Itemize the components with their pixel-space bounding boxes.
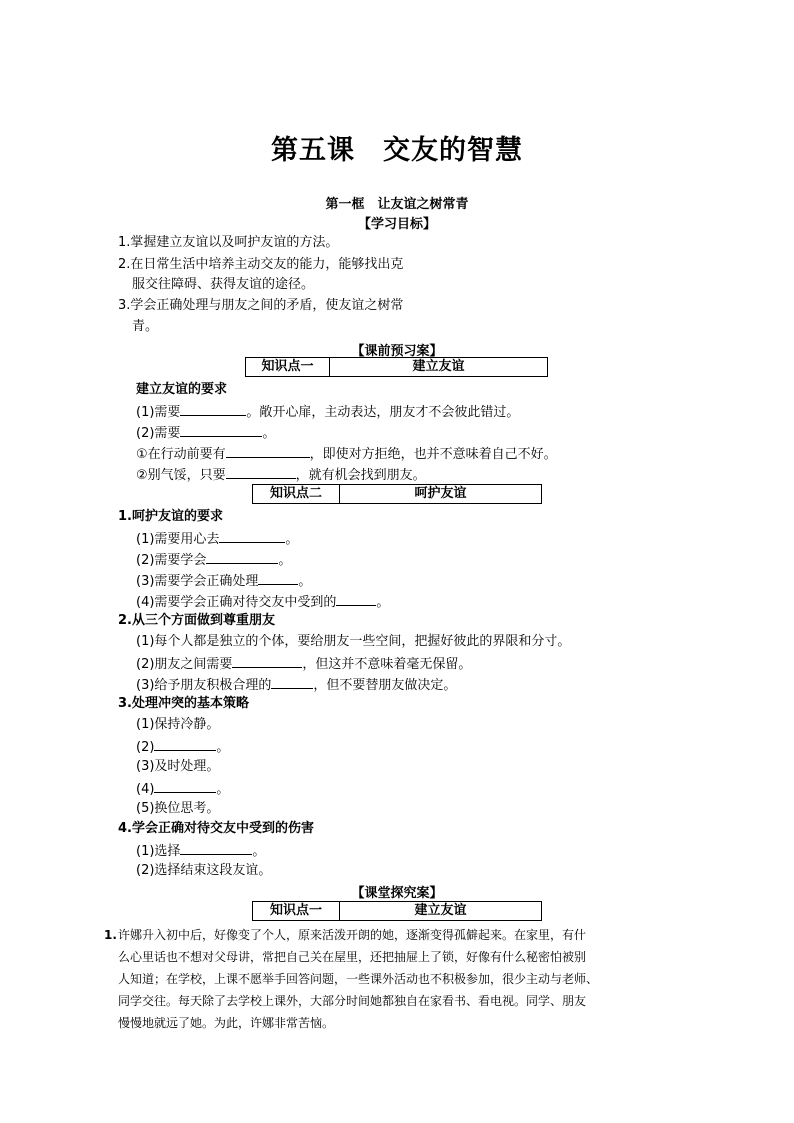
- answer-blank[interactable]: [206, 550, 278, 564]
- knowledge-point-title: 建立友谊: [414, 903, 467, 918]
- paragraph-line: 慢慢地就远了她。为此，许娜非常苦恼。: [118, 1016, 335, 1030]
- text: (2)朋友之间需要: [136, 657, 233, 672]
- knowledge-point-label: 知识点一: [246, 358, 330, 376]
- answer-blank[interactable]: [154, 737, 216, 751]
- text: ②别气馁，只要: [136, 468, 226, 483]
- text: ，但这并不意味着毫无保留。: [302, 657, 472, 672]
- goals-heading: 【学习目标】: [357, 217, 436, 232]
- text: 。: [285, 532, 299, 547]
- goal-item: 服交往障碍、获得友谊的途径。: [132, 277, 315, 292]
- text: ，就有机会找到朋友。: [295, 468, 426, 483]
- answer-blank[interactable]: [226, 465, 296, 479]
- answer-blank[interactable]: [271, 675, 313, 689]
- text: ①在行动前要有: [136, 447, 226, 462]
- answer-blank[interactable]: [180, 841, 252, 855]
- answer-blank[interactable]: [336, 592, 376, 606]
- text: 。: [216, 782, 230, 797]
- answer-blank[interactable]: [180, 402, 246, 416]
- text-line: (2)选择结束这段友谊。: [136, 863, 272, 878]
- knowledge-point-box: [245, 357, 548, 377]
- knowledge-point-title: 建立友谊: [412, 359, 465, 374]
- fill-line: [136, 779, 229, 799]
- text: (1)需要用心去: [136, 532, 220, 547]
- subheading: 建立友谊的要求: [136, 382, 228, 397]
- answer-blank[interactable]: [226, 444, 310, 458]
- text: 。: [262, 426, 276, 441]
- paragraph-line: 人知道；在学校，上课不愿举手回答问题，一些课外活动也不积极参加，很少主动与老师、: [118, 972, 599, 986]
- text: (3)给予朋友积极合理的: [136, 678, 272, 693]
- text: ，即使对方拒绝，也并不意味着自己不好。: [309, 447, 557, 462]
- text: (1)选择: [136, 844, 181, 859]
- question-number: 1.: [104, 928, 117, 942]
- text: ，但不要替朋友做决定。: [313, 678, 457, 693]
- goal-item: 3.学会正确处理与朋友之间的矛盾，使友谊之树常: [118, 298, 404, 313]
- fill-line: [136, 402, 519, 422]
- text: (3)需要学会正确处理: [136, 574, 259, 589]
- section-heading: 3.处理冲突的基本策略: [118, 696, 249, 711]
- fill-line: [136, 654, 471, 674]
- text-line: (5)换位思考。: [136, 801, 220, 816]
- fill-line: [136, 737, 229, 757]
- text-line: (3)及时处理。: [136, 759, 220, 774]
- answer-blank[interactable]: [180, 423, 262, 437]
- fill-line: [136, 841, 265, 861]
- fill-line: [136, 423, 275, 443]
- fill-line: [136, 529, 298, 549]
- text: 。: [252, 844, 266, 859]
- goal-item: 青。: [132, 319, 159, 334]
- case-paragraph: [104, 924, 676, 1034]
- goal-item: 1.掌握建立友谊以及呵护友谊的方法。: [118, 235, 339, 250]
- text: (4): [136, 782, 155, 797]
- fill-line: [136, 571, 311, 591]
- knowledge-point-box: [252, 484, 542, 504]
- lesson-title: 第五课 交友的智慧: [271, 135, 523, 166]
- answer-blank[interactable]: [219, 529, 285, 543]
- text: 。: [278, 553, 292, 568]
- text-line: (1)保持冷静。: [136, 717, 220, 732]
- text: (2): [136, 740, 155, 755]
- section-heading: 4.学会正确对待交友中受到的伤害: [118, 821, 314, 836]
- knowledge-point-title: 呵护友谊: [414, 486, 467, 501]
- preview-heading: 【课前预习案】: [351, 344, 443, 359]
- text: (2)需要: [136, 426, 181, 441]
- paragraph-line: 么心里话也不想对父母讲，常把自己关在屋里，还把抽屉上了锁，好像有什么秘密怕被别: [118, 950, 587, 964]
- fill-line: [136, 444, 557, 464]
- section-heading: 2.从三个方面做到尊重朋友: [118, 613, 275, 628]
- text: (2)需要学会: [136, 553, 207, 568]
- classwork-heading: 【课堂探究案】: [351, 886, 443, 901]
- fill-line: [136, 675, 456, 695]
- knowledge-point-label: 知识点二: [253, 485, 340, 503]
- text: 。: [298, 574, 312, 589]
- goal-item: 2.在日常生活中培养主动交友的能力，能够找出克: [118, 257, 404, 272]
- section-subtitle: 第一框 让友谊之树常青: [325, 197, 469, 212]
- text: 。敞开心扉，主动表达，朋友才不会彼此错过。: [246, 405, 520, 420]
- answer-blank[interactable]: [258, 571, 298, 585]
- paragraph-line: 许娜升入初中后，好像变了个人，原来活泼开朗的她，逐渐变得孤僻起来。在家里，有什: [118, 928, 587, 942]
- text: 。: [216, 740, 230, 755]
- fill-line: [136, 550, 291, 570]
- knowledge-point-label: 知识点一: [253, 902, 340, 920]
- section-heading: 1.呵护友谊的要求: [118, 509, 223, 524]
- text: 。: [376, 595, 390, 610]
- knowledge-point-box: [252, 901, 542, 921]
- text: (1)需要: [136, 405, 181, 420]
- answer-blank[interactable]: [232, 654, 302, 668]
- text: (4)需要学会正确对待交友中受到的: [136, 595, 337, 610]
- answer-blank[interactable]: [154, 779, 216, 793]
- paragraph-line: 同学交往。每天除了去学校上课外，大部分时间她都独自在家看书、看电视。同学、朋友: [118, 994, 587, 1008]
- fill-line: [136, 465, 426, 485]
- text-line: (1)每个人都是独立的个体，要给朋友一些空间，把握好彼此的界限和分寸。: [136, 634, 571, 649]
- fill-line: [136, 592, 389, 612]
